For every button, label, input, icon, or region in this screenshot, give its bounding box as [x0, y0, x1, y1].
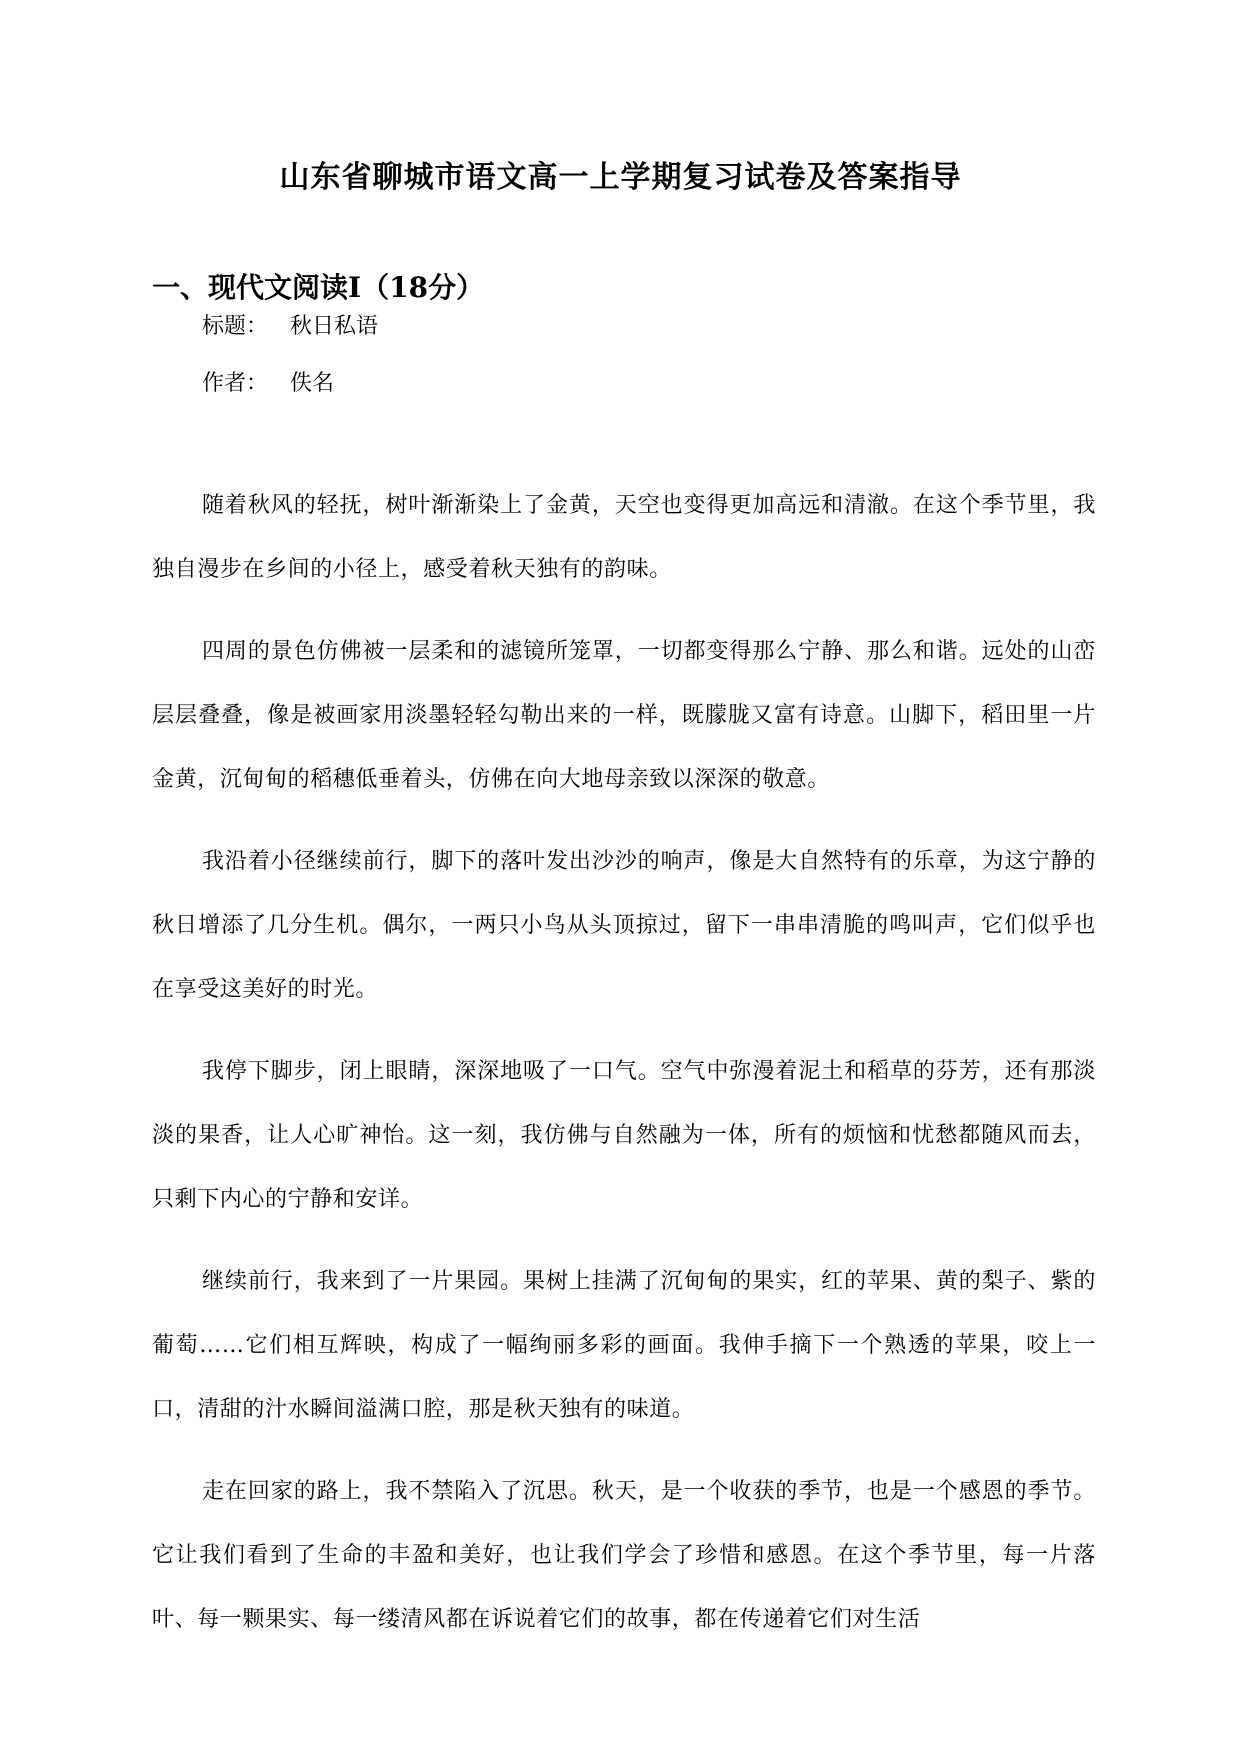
document-title: 山东省聊城市语文高一上学期复习试卷及答案指导: [279, 160, 962, 195]
paragraph: 随着秋风的轻抚，树叶渐渐染上了金黄，天空也变得更加高远和清澈。在这个季节里，我独自漫步在乡间的小径上，感受着秋天独有的韵味。: [152, 493, 1096, 582]
paragraph: 四周的景色仿佛被一层柔和的滤镜所笼罩，一切都变得那么宁静、那么和谐。远处的山峦层层叠叠，像是被画家用淡墨轻轻勾勒出来的一样，既朦胧又富有诗意。山脚下，稻田里一片金黄，沉甸甸的稻穗低垂着头，仿佛在向大地母亲致以深深的敬意。: [152, 639, 1096, 792]
paragraph: 继续前行，我来到了一片果园。果树上挂满了沉甸甸的果实，红的苹果、黄的梨子、紫的葡萄……它们相互辉映，构成了一幅绚丽多彩的画面。我伸手摘下一个熟透的苹果，咬上一口，清甜的汁水瞬间溢满口腔，那是秋天独有的味道。: [152, 1269, 1096, 1422]
paragraph: 我停下脚步，闭上眼睛，深深地吸了一口气。空气中弥漫着泥土和稻草的芬芳，还有那淡淡的果香，让人心旷神怡。这一刻，我仿佛与自然融为一体，所有的烦恼和忧愁都随风而去，只剩下内心的宁静和安详。: [152, 1059, 1096, 1212]
article-title-value: 秋日私语: [290, 314, 379, 339]
article-title-label: 标题：: [202, 314, 269, 339]
article-author-label: 作者：: [202, 371, 269, 396]
paragraph: 走在回家的路上，我不禁陷入了沉思。秋天，是一个收获的季节，也是一个感恩的季节。它让我们看到了生命的丰盈和美好，也让我们学会了珍惜和感恩。在这个季节里，每一片落叶、每一颗果实、每一缕清风都在诉说着它们的故事，都在传递着它们对生活: [152, 1479, 1096, 1632]
section-heading: 一、现代文阅读Ⅰ（18分）: [152, 271, 485, 304]
article-author-line: [202, 366, 334, 402]
article-body: [152, 474, 1096, 1670]
article-author-value: 佚名: [290, 371, 335, 396]
article-title-line: [202, 309, 378, 345]
paragraph: 我沿着小径继续前行，脚下的落叶发出沙沙的响声，像是大自然特有的乐章，为这宁静的秋日增添了几分生机。偶尔，一两只小鸟从头顶掠过，留下一串串清脆的鸣叫声，它们似乎也在享受这美好的时光。: [152, 849, 1096, 1002]
